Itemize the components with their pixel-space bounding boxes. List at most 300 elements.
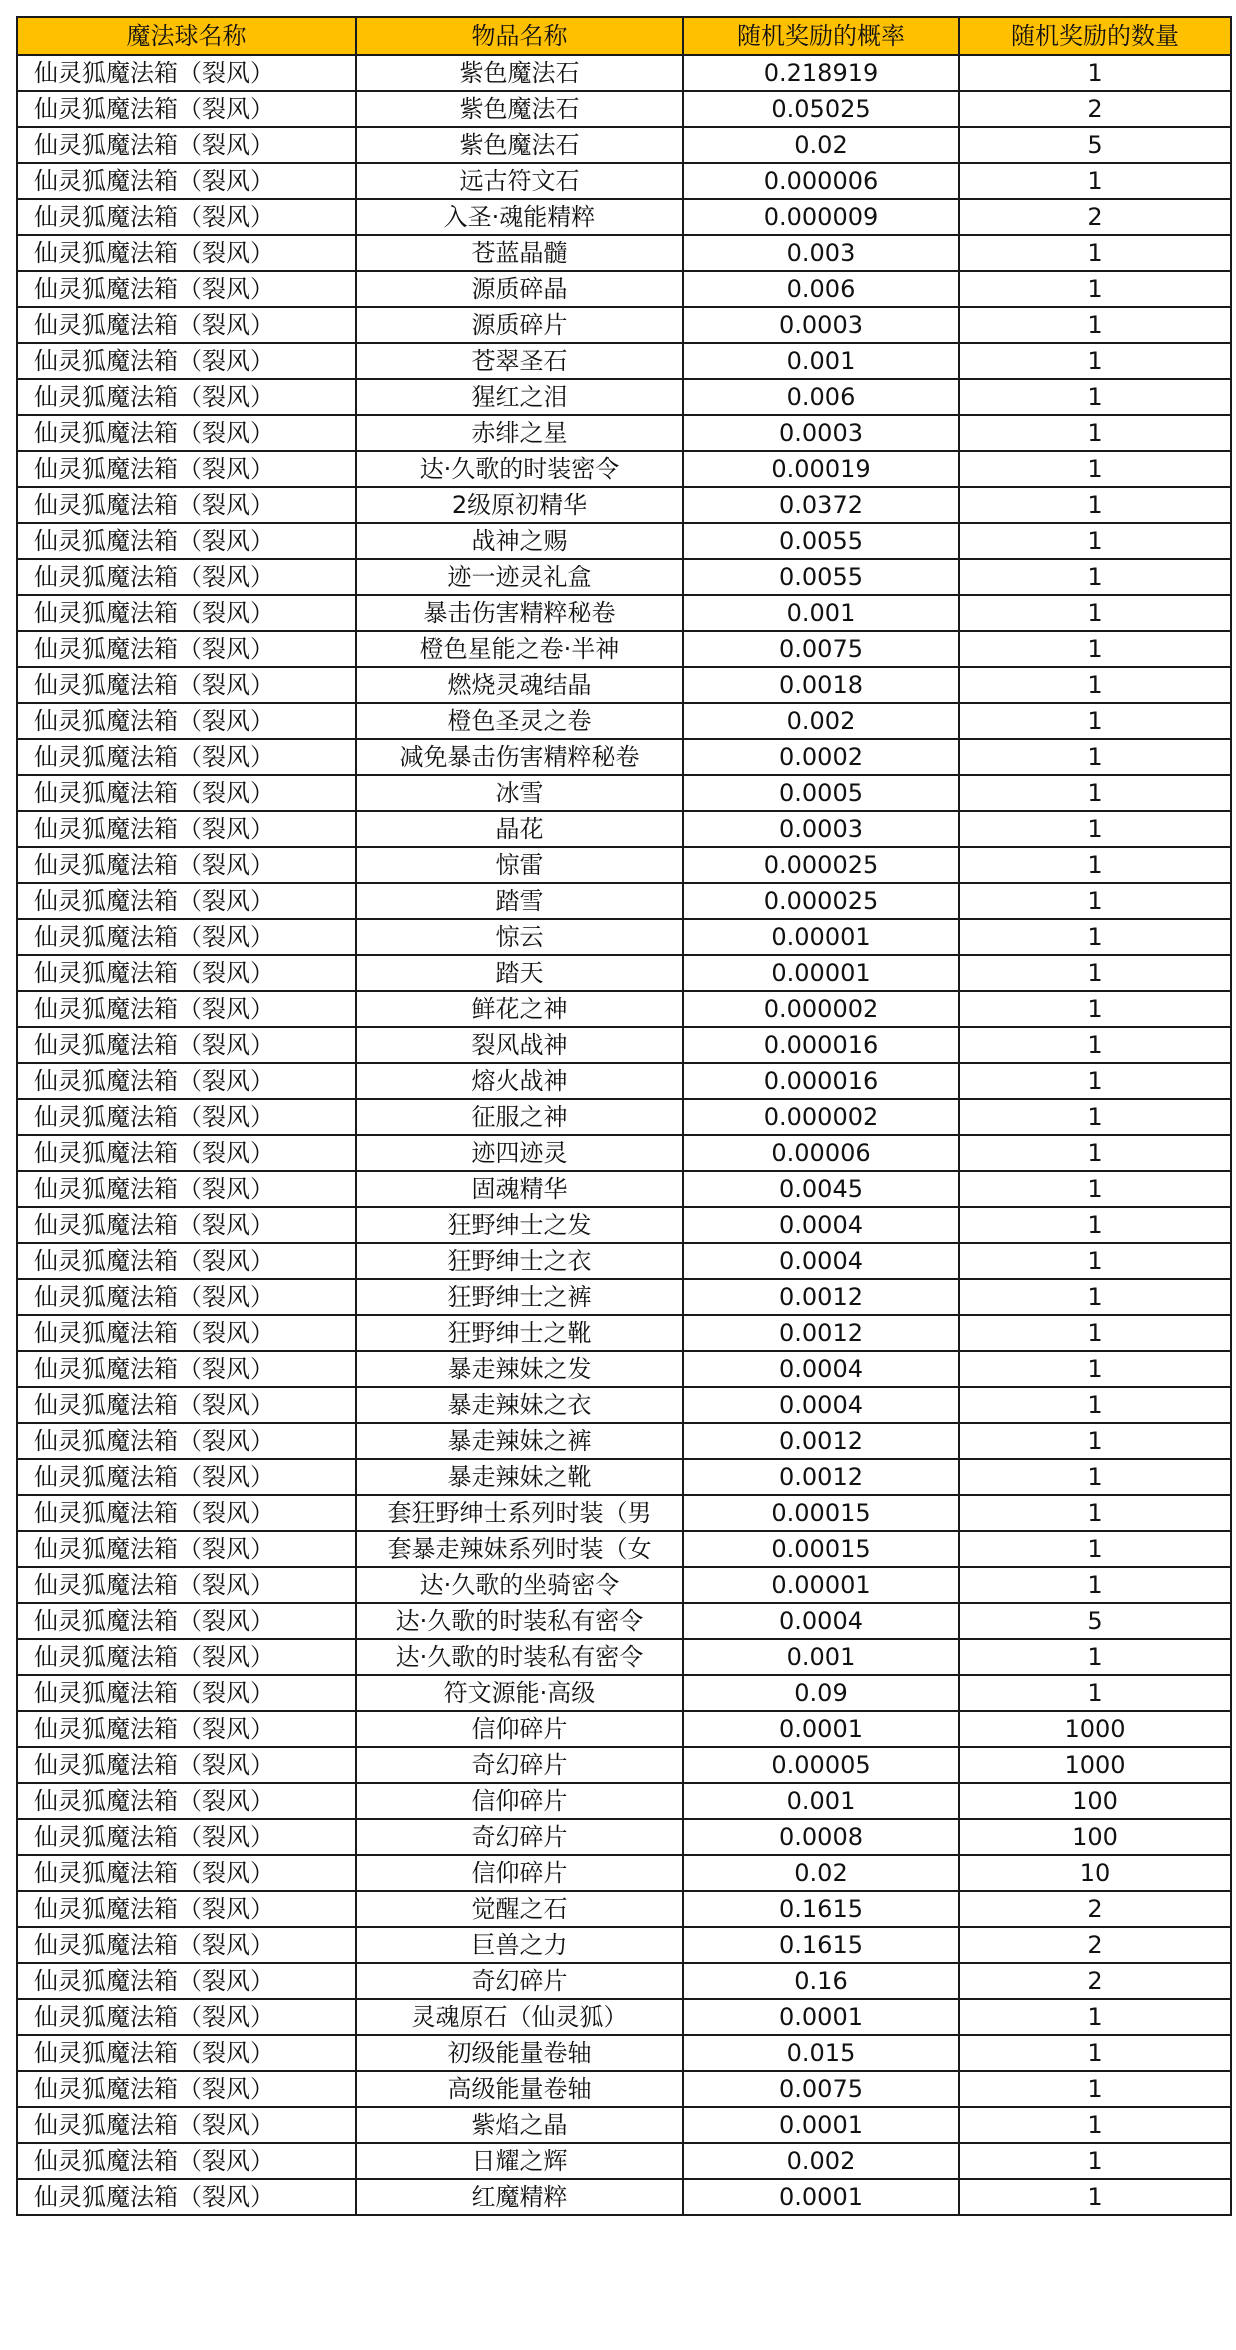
box-name-cell[interactable]: 仙灵狐魔法箱（裂风） [17,847,356,883]
quantity-cell[interactable]: 1 [959,379,1231,415]
box-name-cell[interactable]: 仙灵狐魔法箱（裂风） [17,199,356,235]
box-name-cell[interactable]: 仙灵狐魔法箱（裂风） [17,739,356,775]
table-row [17,1891,1231,1927]
probability-cell[interactable]: 0.001 [683,343,959,379]
box-name-cell[interactable]: 仙灵狐魔法箱（裂风） [17,2107,356,2143]
probability-cell[interactable]: 0.003 [683,235,959,271]
item-name-cell[interactable]: 晶花 [356,811,683,847]
table-body [17,55,1231,2215]
item-name-cell[interactable]: 灵魂原石（仙灵狐） [356,1999,683,2035]
item-name-cell[interactable]: 固魂精华 [356,1171,683,1207]
box-name-cell[interactable]: 仙灵狐魔法箱（裂风） [17,1387,356,1423]
quantity-cell[interactable]: 1 [959,1243,1231,1279]
quantity-cell[interactable]: 1 [959,667,1231,703]
quantity-cell[interactable]: 1 [959,991,1231,1027]
box-name-cell[interactable]: 仙灵狐魔法箱（裂风） [17,379,356,415]
item-name-cell[interactable]: 暴走辣妹之衣 [356,1387,683,1423]
quantity-cell[interactable]: 1 [959,919,1231,955]
item-name-cell[interactable]: 高级能量卷轴 [356,2071,683,2107]
table-row [17,379,1231,415]
box-name-cell[interactable]: 仙灵狐魔法箱（裂风） [17,595,356,631]
item-name-cell[interactable]: 燃烧灵魂结晶 [356,667,683,703]
table-row [17,1495,1231,1531]
table-row [17,1135,1231,1171]
box-name-cell[interactable]: 仙灵狐魔法箱（裂风） [17,1135,356,1171]
box-name-cell[interactable]: 仙灵狐魔法箱（裂风） [17,1603,356,1639]
table-row [17,451,1231,487]
quantity-cell[interactable]: 2 [959,1927,1231,1963]
table-row [17,1711,1231,1747]
item-name-cell[interactable]: 初级能量卷轴 [356,2035,683,2071]
probability-cell[interactable]: 0.0004 [683,1387,959,1423]
probability-cell[interactable]: 0.0003 [683,415,959,451]
probability-cell[interactable]: 0.000002 [683,991,959,1027]
probability-cell[interactable]: 0.0008 [683,1819,959,1855]
item-name-cell[interactable]: 达·久歌的坐骑密令 [356,1567,683,1603]
item-name-cell[interactable]: 信仰碎片 [356,1783,683,1819]
probability-cell[interactable]: 0.000002 [683,1099,959,1135]
item-name-cell[interactable]: 赤绯之星 [356,415,683,451]
quantity-cell[interactable]: 1 [959,1459,1231,1495]
item-name-cell[interactable]: 红魔精粹 [356,2179,683,2215]
probability-cell[interactable]: 0.000025 [683,847,959,883]
quantity-cell[interactable]: 1000 [959,1747,1231,1783]
header-box-name[interactable]: 魔法球名称 [17,17,356,55]
box-name-cell[interactable]: 仙灵狐魔法箱（裂风） [17,1495,356,1531]
quantity-cell[interactable]: 10 [959,1855,1231,1891]
quantity-cell[interactable]: 2 [959,199,1231,235]
quantity-cell[interactable]: 1 [959,1207,1231,1243]
box-name-cell[interactable]: 仙灵狐魔法箱（裂风） [17,1675,356,1711]
reward-probability-table [16,16,1232,2216]
item-name-cell[interactable]: 达·久歌的时装私有密令 [356,1603,683,1639]
quantity-cell[interactable]: 1 [959,1531,1231,1567]
table-row [17,1963,1231,1999]
header-probability[interactable]: 随机奖励的概率 [683,17,959,55]
box-name-cell[interactable]: 仙灵狐魔法箱（裂风） [17,1783,356,1819]
table-row [17,1567,1231,1603]
quantity-cell[interactable]: 1 [959,1423,1231,1459]
quantity-cell[interactable]: 1 [959,1171,1231,1207]
probability-cell[interactable]: 0.0001 [683,1711,959,1747]
table-row [17,55,1231,91]
probability-cell[interactable]: 0.02 [683,1855,959,1891]
table-row [17,1423,1231,1459]
probability-cell[interactable]: 0.00019 [683,451,959,487]
table-row [17,631,1231,667]
item-name-cell[interactable]: 巨兽之力 [356,1927,683,1963]
box-name-cell[interactable]: 仙灵狐魔法箱（裂风） [17,307,356,343]
box-name-cell[interactable]: 仙灵狐魔法箱（裂风） [17,1999,356,2035]
probability-cell[interactable]: 0.001 [683,1783,959,1819]
item-name-cell[interactable]: 套狂野绅士系列时装（男 [356,1495,683,1531]
box-name-cell[interactable]: 仙灵狐魔法箱（裂风） [17,775,356,811]
quantity-cell[interactable]: 1 [959,1639,1231,1675]
quantity-cell[interactable]: 1 [959,1315,1231,1351]
quantity-cell[interactable]: 1 [959,631,1231,667]
quantity-cell[interactable]: 1 [959,523,1231,559]
probability-cell[interactable]: 0.0004 [683,1207,959,1243]
probability-cell[interactable]: 0.000006 [683,163,959,199]
probability-cell[interactable]: 0.0055 [683,559,959,595]
probability-cell[interactable]: 0.0372 [683,487,959,523]
quantity-cell[interactable]: 1 [959,1387,1231,1423]
box-name-cell[interactable]: 仙灵狐魔法箱（裂风） [17,2179,356,2215]
probability-cell[interactable]: 0.0003 [683,307,959,343]
quantity-cell[interactable]: 1 [959,307,1231,343]
quantity-cell[interactable]: 1 [959,487,1231,523]
quantity-cell[interactable]: 1 [959,739,1231,775]
probability-cell[interactable]: 0.0012 [683,1423,959,1459]
box-name-cell[interactable]: 仙灵狐魔法箱（裂风） [17,451,356,487]
header-item-name[interactable]: 物品名称 [356,17,683,55]
table-row [17,1999,1231,2035]
table-row [17,1459,1231,1495]
box-name-cell[interactable]: 仙灵狐魔法箱（裂风） [17,1891,356,1927]
box-name-cell[interactable]: 仙灵狐魔法箱（裂风） [17,2143,356,2179]
item-name-cell[interactable]: 苍蓝晶髓 [356,235,683,271]
table-row [17,667,1231,703]
table-row [17,487,1231,523]
probability-cell[interactable]: 0.000025 [683,883,959,919]
table-row [17,2035,1231,2071]
probability-cell[interactable]: 0.015 [683,2035,959,2071]
quantity-cell[interactable]: 1 [959,1351,1231,1387]
box-name-cell[interactable]: 仙灵狐魔法箱（裂风） [17,1243,356,1279]
quantity-cell[interactable]: 1 [959,2107,1231,2143]
box-name-cell[interactable]: 仙灵狐魔法箱（裂风） [17,1027,356,1063]
probability-cell[interactable]: 0.000016 [683,1063,959,1099]
item-name-cell[interactable]: 战神之赐 [356,523,683,559]
box-name-cell[interactable]: 仙灵狐魔法箱（裂风） [17,55,356,91]
table-row [17,2107,1231,2143]
probability-cell[interactable]: 0.0005 [683,775,959,811]
probability-cell[interactable]: 0.0012 [683,1279,959,1315]
box-name-cell[interactable]: 仙灵狐魔法箱（裂风） [17,1099,356,1135]
probability-cell[interactable]: 0.001 [683,595,959,631]
probability-cell[interactable]: 0.0075 [683,2071,959,2107]
item-name-cell[interactable]: 猩红之泪 [356,379,683,415]
item-name-cell[interactable]: 惊雷 [356,847,683,883]
quantity-cell[interactable]: 100 [959,1819,1231,1855]
quantity-cell[interactable]: 1 [959,775,1231,811]
box-name-cell[interactable]: 仙灵狐魔法箱（裂风） [17,811,356,847]
probability-cell[interactable]: 0.0002 [683,739,959,775]
box-name-cell[interactable]: 仙灵狐魔法箱（裂风） [17,1855,356,1891]
table-row [17,1855,1231,1891]
probability-cell[interactable]: 0.0004 [683,1603,959,1639]
item-name-cell[interactable]: 迹四迹灵 [356,1135,683,1171]
item-name-cell[interactable]: 信仰碎片 [356,1855,683,1891]
table-row [17,1387,1231,1423]
table-row [17,163,1231,199]
table-row [17,811,1231,847]
probability-cell[interactable]: 0.02 [683,127,959,163]
probability-cell[interactable]: 0.0075 [683,631,959,667]
quantity-cell[interactable]: 2 [959,1891,1231,1927]
box-name-cell[interactable]: 仙灵狐魔法箱（裂风） [17,1063,356,1099]
item-name-cell[interactable]: 冰雪 [356,775,683,811]
probability-cell[interactable]: 0.0001 [683,1999,959,2035]
box-name-cell[interactable]: 仙灵狐魔法箱（裂风） [17,127,356,163]
probability-cell[interactable]: 0.1615 [683,1927,959,1963]
box-name-cell[interactable]: 仙灵狐魔法箱（裂风） [17,667,356,703]
table-row [17,847,1231,883]
probability-cell[interactable]: 0.05025 [683,91,959,127]
box-name-cell[interactable]: 仙灵狐魔法箱（裂风） [17,1351,356,1387]
probability-cell[interactable]: 0.0018 [683,667,959,703]
probability-cell[interactable]: 0.00005 [683,1747,959,1783]
item-name-cell[interactable]: 觉醒之石 [356,1891,683,1927]
header-quantity[interactable]: 随机奖励的数量 [959,17,1231,55]
probability-cell[interactable]: 0.0045 [683,1171,959,1207]
item-name-cell[interactable]: 暴走辣妹之裤 [356,1423,683,1459]
box-name-cell[interactable]: 仙灵狐魔法箱（裂风） [17,1819,356,1855]
box-name-cell[interactable]: 仙灵狐魔法箱（裂风） [17,703,356,739]
table-row [17,1531,1231,1567]
quantity-cell[interactable]: 1 [959,1495,1231,1531]
table-row [17,1747,1231,1783]
table-row [17,1027,1231,1063]
probability-cell[interactable]: 0.0012 [683,1459,959,1495]
quantity-cell[interactable]: 1 [959,811,1231,847]
probability-cell[interactable]: 0.006 [683,379,959,415]
item-name-cell[interactable]: 暴击伤害精粹秘卷 [356,595,683,631]
item-name-cell[interactable]: 暴走辣妹之发 [356,1351,683,1387]
quantity-cell[interactable]: 1 [959,1675,1231,1711]
table-row [17,1675,1231,1711]
item-name-cell[interactable]: 狂野绅士之发 [356,1207,683,1243]
box-name-cell[interactable]: 仙灵狐魔法箱（裂风） [17,1171,356,1207]
table-row [17,523,1231,559]
item-name-cell[interactable]: 踏雪 [356,883,683,919]
item-name-cell[interactable]: 奇幻碎片 [356,1747,683,1783]
box-name-cell[interactable]: 仙灵狐魔法箱（裂风） [17,955,356,991]
quantity-cell[interactable]: 1 [959,1063,1231,1099]
item-name-cell[interactable]: 符文源能·高级 [356,1675,683,1711]
box-name-cell[interactable]: 仙灵狐魔法箱（裂风） [17,919,356,955]
probability-cell[interactable]: 0.0004 [683,1351,959,1387]
table-row [17,1099,1231,1135]
quantity-cell[interactable]: 1 [959,343,1231,379]
table-row [17,127,1231,163]
table-row [17,91,1231,127]
box-name-cell[interactable]: 仙灵狐魔法箱（裂风） [17,1711,356,1747]
item-name-cell[interactable]: 信仰碎片 [356,1711,683,1747]
quantity-cell[interactable]: 1 [959,955,1231,991]
box-name-cell[interactable]: 仙灵狐魔法箱（裂风） [17,1567,356,1603]
probability-cell[interactable]: 0.16 [683,1963,959,1999]
item-name-cell[interactable]: 源质碎片 [356,307,683,343]
item-name-cell[interactable]: 紫色魔法石 [356,55,683,91]
probability-cell[interactable]: 0.0001 [683,2179,959,2215]
box-name-cell[interactable]: 仙灵狐魔法箱（裂风） [17,487,356,523]
quantity-cell[interactable]: 1 [959,595,1231,631]
box-name-cell[interactable]: 仙灵狐魔法箱（裂风） [17,1963,356,1999]
table-row [17,2179,1231,2215]
box-name-cell[interactable]: 仙灵狐魔法箱（裂风） [17,1747,356,1783]
box-name-cell[interactable]: 仙灵狐魔法箱（裂风） [17,163,356,199]
box-name-cell[interactable]: 仙灵狐魔法箱（裂风） [17,271,356,307]
quantity-cell[interactable]: 100 [959,1783,1231,1819]
item-name-cell[interactable]: 狂野绅士之裤 [356,1279,683,1315]
box-name-cell[interactable]: 仙灵狐魔法箱（裂风） [17,91,356,127]
probability-cell[interactable]: 0.000009 [683,199,959,235]
quantity-cell[interactable]: 1 [959,2071,1231,2107]
probability-cell[interactable]: 0.001 [683,1639,959,1675]
quantity-cell[interactable]: 1 [959,2143,1231,2179]
item-name-cell[interactable]: 达·久歌的时装密令 [356,451,683,487]
quantity-cell[interactable]: 1 [959,883,1231,919]
quantity-cell[interactable]: 1 [959,451,1231,487]
item-name-cell[interactable]: 熔火战神 [356,1063,683,1099]
probability-cell[interactable]: 0.002 [683,703,959,739]
box-name-cell[interactable]: 仙灵狐魔法箱（裂风） [17,883,356,919]
quantity-cell[interactable]: 1 [959,1999,1231,2035]
probability-cell[interactable]: 0.000016 [683,1027,959,1063]
probability-cell[interactable]: 0.0003 [683,811,959,847]
item-name-cell[interactable]: 源质碎晶 [356,271,683,307]
quantity-cell[interactable]: 1 [959,271,1231,307]
item-name-cell[interactable]: 减免暴击伤害精粹秘卷 [356,739,683,775]
box-name-cell[interactable]: 仙灵狐魔法箱（裂风） [17,1639,356,1675]
probability-cell[interactable]: 0.0001 [683,2107,959,2143]
quantity-cell[interactable]: 1 [959,1027,1231,1063]
probability-cell[interactable]: 0.002 [683,2143,959,2179]
box-name-cell[interactable]: 仙灵狐魔法箱（裂风） [17,235,356,271]
table-row [17,1351,1231,1387]
item-name-cell[interactable]: 达·久歌的时装私有密令 [356,1639,683,1675]
probability-cell[interactable]: 0.218919 [683,55,959,91]
table-row [17,199,1231,235]
item-name-cell[interactable]: 鲜花之神 [356,991,683,1027]
table-row [17,739,1231,775]
item-name-cell[interactable]: 远古符文石 [356,163,683,199]
box-name-cell[interactable]: 仙灵狐魔法箱（裂风） [17,1423,356,1459]
box-name-cell[interactable]: 仙灵狐魔法箱（裂风） [17,631,356,667]
item-name-cell[interactable]: 苍翠圣石 [356,343,683,379]
item-name-cell[interactable]: 暴走辣妹之靴 [356,1459,683,1495]
item-name-cell[interactable]: 套暴走辣妹系列时装（女 [356,1531,683,1567]
header-row [17,17,1231,55]
item-name-cell[interactable]: 惊云 [356,919,683,955]
probability-cell[interactable]: 0.0004 [683,1243,959,1279]
box-name-cell[interactable]: 仙灵狐魔法箱（裂风） [17,1531,356,1567]
table-row [17,991,1231,1027]
quantity-cell[interactable]: 1 [959,1135,1231,1171]
table-row [17,1279,1231,1315]
quantity-cell[interactable]: 1 [959,55,1231,91]
quantity-cell[interactable]: 1 [959,1099,1231,1135]
table-row [17,1207,1231,1243]
box-name-cell[interactable]: 仙灵狐魔法箱（裂风） [17,1207,356,1243]
item-name-cell[interactable]: 入圣·魂能精粹 [356,199,683,235]
item-name-cell[interactable]: 裂风战神 [356,1027,683,1063]
box-name-cell[interactable]: 仙灵狐魔法箱（裂风） [17,1279,356,1315]
quantity-cell[interactable]: 1 [959,847,1231,883]
item-name-cell[interactable]: 狂野绅士之靴 [356,1315,683,1351]
box-name-cell[interactable]: 仙灵狐魔法箱（裂风） [17,1315,356,1351]
box-name-cell[interactable]: 仙灵狐魔法箱（裂风） [17,415,356,451]
quantity-cell[interactable]: 1 [959,2035,1231,2071]
table-row [17,307,1231,343]
quantity-cell[interactable]: 2 [959,91,1231,127]
quantity-cell[interactable]: 2 [959,1963,1231,1999]
box-name-cell[interactable]: 仙灵狐魔法箱（裂风） [17,523,356,559]
table-row [17,883,1231,919]
probability-cell[interactable]: 0.00015 [683,1531,959,1567]
table-row [17,343,1231,379]
quantity-cell[interactable]: 1 [959,163,1231,199]
probability-cell[interactable]: 0.09 [683,1675,959,1711]
box-name-cell[interactable]: 仙灵狐魔法箱（裂风） [17,2035,356,2071]
quantity-cell[interactable]: 1 [959,559,1231,595]
item-name-cell[interactable]: 奇幻碎片 [356,1963,683,1999]
box-name-cell[interactable]: 仙灵狐魔法箱（裂风） [17,1927,356,1963]
table-row [17,1783,1231,1819]
quantity-cell[interactable]: 1 [959,235,1231,271]
table-row [17,1243,1231,1279]
table-row [17,1639,1231,1675]
quantity-cell[interactable]: 1000 [959,1711,1231,1747]
box-name-cell[interactable]: 仙灵狐魔法箱（裂风） [17,991,356,1027]
table-row [17,595,1231,631]
quantity-cell[interactable]: 5 [959,127,1231,163]
quantity-cell[interactable]: 1 [959,1279,1231,1315]
item-name-cell[interactable]: 紫焰之晶 [356,2107,683,2143]
quantity-cell[interactable]: 1 [959,415,1231,451]
table-row [17,271,1231,307]
probability-cell[interactable]: 0.1615 [683,1891,959,1927]
probability-cell[interactable]: 0.0012 [683,1315,959,1351]
item-name-cell[interactable]: 踏天 [356,955,683,991]
box-name-cell[interactable]: 仙灵狐魔法箱（裂风） [17,2071,356,2107]
probability-cell[interactable]: 0.00001 [683,1567,959,1603]
table-row [17,955,1231,991]
item-name-cell[interactable]: 橙色圣灵之卷 [356,703,683,739]
item-name-cell[interactable]: 征服之神 [356,1099,683,1135]
box-name-cell[interactable]: 仙灵狐魔法箱（裂风） [17,559,356,595]
table-row [17,235,1231,271]
box-name-cell[interactable]: 仙灵狐魔法箱（裂风） [17,343,356,379]
quantity-cell[interactable]: 5 [959,1603,1231,1639]
item-name-cell[interactable]: 2级原初精华 [356,487,683,523]
probability-cell[interactable]: 0.00001 [683,955,959,991]
table-row [17,919,1231,955]
item-name-cell[interactable]: 紫色魔法石 [356,91,683,127]
box-name-cell[interactable]: 仙灵狐魔法箱（裂风） [17,1459,356,1495]
probability-cell[interactable]: 0.00015 [683,1495,959,1531]
quantity-cell[interactable]: 1 [959,703,1231,739]
item-name-cell[interactable]: 日耀之辉 [356,2143,683,2179]
probability-cell[interactable]: 0.0055 [683,523,959,559]
table-row [17,1927,1231,1963]
item-name-cell[interactable]: 紫色魔法石 [356,127,683,163]
table-row [17,415,1231,451]
probability-cell[interactable]: 0.00001 [683,919,959,955]
item-name-cell[interactable]: 迹一迹灵礼盒 [356,559,683,595]
quantity-cell[interactable]: 1 [959,1567,1231,1603]
probability-cell[interactable]: 0.00006 [683,1135,959,1171]
item-name-cell[interactable]: 橙色星能之卷·半神 [356,631,683,667]
item-name-cell[interactable]: 奇幻碎片 [356,1819,683,1855]
table-row [17,1603,1231,1639]
quantity-cell[interactable]: 1 [959,2179,1231,2215]
item-name-cell[interactable]: 狂野绅士之衣 [356,1243,683,1279]
table-row [17,2071,1231,2107]
table-row [17,1063,1231,1099]
probability-cell[interactable]: 0.006 [683,271,959,307]
